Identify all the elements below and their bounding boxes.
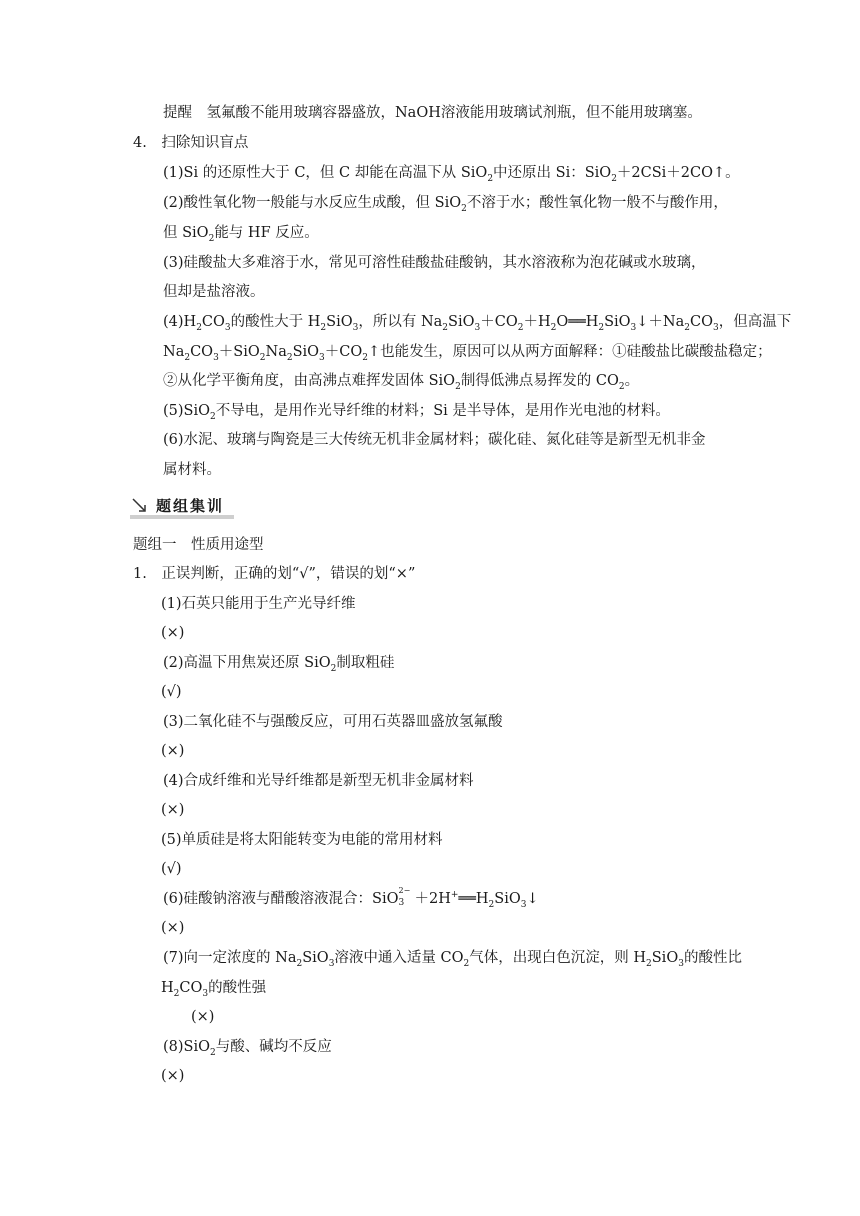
point-4: $(4)H_2CO_3$的酸性大于 $H_2SiO_3$，所以有 $Na_2SiO_3+CO_2+H_2O══H_2SiO_3↓+Na_2CO_3$，但高温下: [163, 314, 792, 333]
answer-1: (×): [161, 625, 185, 641]
point-2: (2)酸性氧化物一般能与水反应生成酸，但 SiO$_2$不溶于水；酸性氧化物一般不与酸作用，: [163, 195, 728, 214]
point-2-cont: 但 SiO$_2$能与 HF 反应。: [163, 225, 319, 244]
group-title: 题组一 性质用途型: [133, 537, 264, 553]
banner-rule: [130, 515, 234, 519]
point-3-cont: 但却是盐溶液。: [163, 284, 265, 300]
answer-5: (√): [161, 861, 182, 877]
item-2: (2)高温下用焦炭还原 SiO$_2$制取粗硅: [163, 655, 395, 674]
answer-6: (×): [161, 920, 185, 936]
item-1: (1)石英只能用于生产光导纤维: [161, 596, 356, 612]
item-7: (7)向一定浓度的 $Na_2SiO_3$溶液中通入适量 $CO_2$气体，出现白色沉淀，则 $H_2SiO_3$的酸性比: [163, 950, 742, 969]
question-1: 1. 正误判断，正确的划“√”，错误的划“×”: [133, 566, 416, 582]
item-6: (6)硅酸钠溶液与醋酸溶液混合：SiO 2− 3 $+2H^+══H_2SiO_3↓$: [163, 886, 539, 910]
answer-3: (×): [161, 743, 185, 759]
point-5: (5)SiO$_2$不导电，是用作光导纤维的材料；Si 是半导体，是用作光电池的材料。: [163, 403, 670, 422]
point-1: (1)Si 的还原性大于 C，但 C 却能在高温下从 SiO$_2$中还原出 Si：SiO$_2$＋2CSi＋2CO↑。: [163, 165, 740, 184]
point-6: (6)水泥、玻璃与陶瓷是三大传统无机非金属材料；碳化硅、氮化硅等是新型无机非金: [163, 432, 706, 448]
item-7-cont: $H_2CO_3$的酸性强: [161, 980, 267, 999]
section-banner: [130, 493, 234, 517]
section-heading: 4. 扫除知识盲点: [133, 135, 249, 151]
item-5: (5)单质硅是将太阳能转变为电能的常用材料: [161, 832, 443, 848]
banner-title: 题组集训: [156, 497, 225, 515]
tip-line: 提醒 氢氟酸不能用玻璃容器盛放，NaOH溶液能用玻璃试剂瓶，但不能用玻璃塞。: [163, 105, 702, 121]
point-6-cont: 属材料。: [163, 462, 221, 478]
arrow-icon: [130, 494, 152, 516]
point-3: (3)硅酸盐大多难溶于水，常见可溶性硅酸盐硅酸钠，其水溶液称为泡花碱或水玻璃，: [163, 255, 706, 271]
point-4-cont: $Na_2CO_3+SiO_2Na_2SiO_3+CO_2↑$也能发生，原因可以从两方面解释：①硅酸盐比碳酸盐稳定；: [163, 344, 772, 363]
point-4-cont2: ②从化学平衡角度，由高沸点难挥发固体 SiO$_2$制得低沸点易挥发的 $CO_2$。: [163, 373, 640, 392]
answer-7: (×): [191, 1009, 215, 1025]
item-3: (3)二氧化硅不与强酸反应，可用石英器皿盛放氢氟酸: [163, 714, 503, 730]
answer-8: (×): [161, 1068, 185, 1084]
answer-2: (√): [161, 684, 182, 700]
answer-4: (×): [161, 802, 185, 818]
item-8: (8)SiO$_2$与酸、碱均不反应: [163, 1039, 332, 1058]
item-4: (4)合成纤维和光导纤维都是新型无机非金属材料: [163, 773, 474, 789]
